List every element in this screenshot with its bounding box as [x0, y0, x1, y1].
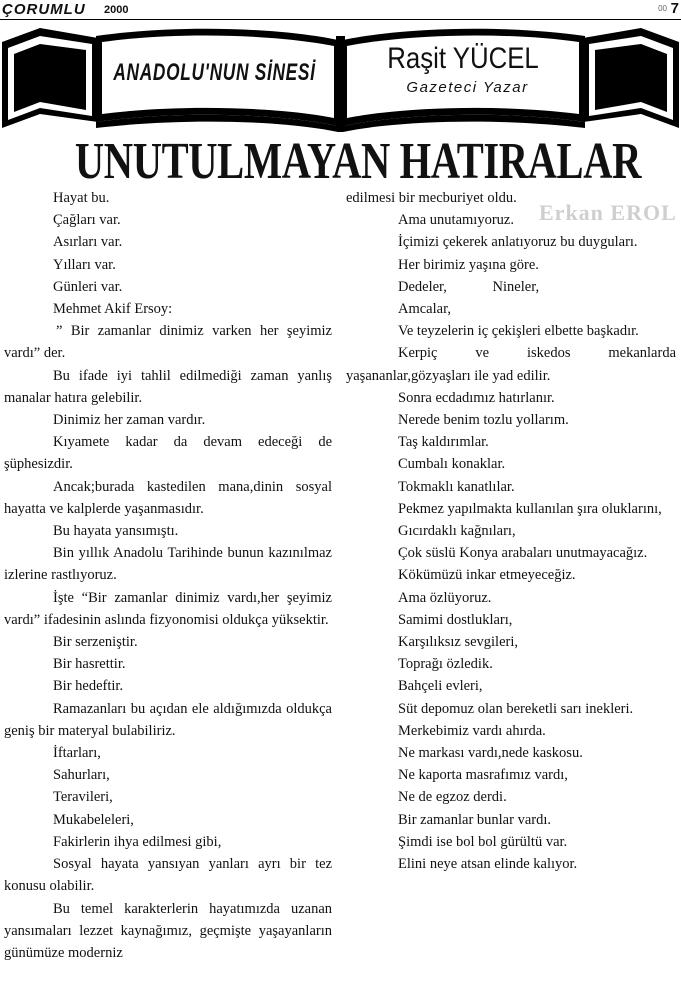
paragraph: Gıcırdaklı kağnıları,	[398, 523, 516, 540]
paragraph: Ancak;burada kastedilen mana,dinin sosyal hayatta ve kalplerde yaşanmasıdır.	[4, 478, 332, 517]
paragraph: Sonra ecdadımız hatırlanır.	[398, 389, 555, 406]
header-rule	[0, 19, 681, 20]
open-book-banner	[0, 22, 681, 134]
paragraph: Bu ifade iyi tahlil edilmediği zaman yanlış manalar hatıra gelebilir.	[4, 367, 332, 406]
paragraph: Sosyal hayata yansıyan yanları ayrı bir tez konusu olabilir.	[4, 856, 332, 895]
paragraph: Toprağı özledik.	[398, 656, 493, 673]
paragraph: Sahurları,	[53, 767, 110, 784]
paragraph: Ama unutamıyoruz.	[398, 212, 514, 229]
paragraph: Cumbalı konaklar.	[398, 456, 506, 473]
paragraph: Taş kaldırımlar.	[398, 434, 489, 451]
paragraph: Bu hayata yansımıştı.	[53, 523, 179, 540]
paragraph: Çok süslü Konya arabaları unutmayacağız.	[398, 545, 648, 562]
paragraph: Bahçeli evleri,	[398, 678, 483, 695]
paragraph: Ama özlüyoruz.	[398, 589, 492, 606]
paragraph: Ne markası vardı,nede kaskosu.	[398, 745, 583, 762]
paragraph: Bir zamanlar bunlar vardı.	[398, 811, 551, 828]
paragraph: Her birimiz yaşına göre.	[398, 256, 539, 273]
paragraph: Elini neye atsan elinde kalıyor.	[398, 856, 578, 873]
paragraph: Ve teyzelerin iç çekişleri elbette başkadır.	[398, 323, 639, 340]
paragraph: Samimi dostlukları,	[398, 611, 513, 628]
paragraph: Kökümüzü inkar etmeyeceğiz.	[398, 567, 576, 584]
paragraph: Dedeler, Nineler,	[398, 278, 540, 295]
paragraph: Kıyamete kadar da devam edeceği de şüphesizdir.	[4, 434, 332, 473]
paragraph: Asırları var.	[53, 234, 123, 251]
paragraph: Dinimiz her zaman vardır.	[53, 412, 206, 429]
paragraph: Mehmet Akif Ersoy:	[53, 301, 173, 318]
author-name: Raşit YÜCEL	[387, 42, 539, 75]
article-headline: UNUTULMAYAN HATIRALAR	[74, 133, 642, 190]
author-role: Gazeteci Yazar	[406, 79, 529, 96]
paragraph: Fakirlerin ihya edilmesi gibi,	[53, 833, 222, 850]
paragraph: İşte “Bir zamanlar dinimiz vardı,her şeyimiz vardı” ifadesinin aslında fizyonomisi oldukça yüksektir.	[4, 589, 332, 628]
page-number: 7	[670, 0, 679, 17]
book-spine	[336, 36, 345, 130]
article-column-right	[346, 187, 676, 875]
paragraph: Nerede benim tozlu yollarım.	[398, 412, 569, 429]
issue-year: 2000	[104, 4, 129, 16]
paragraph: Çağları var.	[53, 212, 121, 229]
paragraph: Süt depomuz olan bereketli sarı inekleri.	[398, 700, 634, 717]
paragraph: Pekmez yapılmakta kullanılan şıra oluklarını,	[398, 500, 662, 517]
paragraph: Günleri var.	[53, 278, 123, 295]
masthead-logo: ÇORUMLU	[2, 1, 86, 18]
paragraph: Şimdi ise bol bol gürültü var.	[398, 833, 568, 850]
paragraph: Tokmaklı kanatlılar.	[398, 478, 515, 495]
paragraph: Ne kaporta masrafımız vardı,	[398, 767, 568, 784]
paragraph: Yılları var.	[53, 256, 116, 273]
paragraph: Mukabeleleri,	[53, 811, 134, 828]
paragraph: İçimizi çekerek anlatıyoruz bu duyguları.	[398, 234, 638, 251]
paragraph: Bin yıllık Anadolu Tarihinde bunun kazınılmaz izlerine rastlıyoruz.	[4, 545, 332, 584]
page-header	[0, 0, 681, 22]
watermark-text: Erkan EROL	[539, 200, 677, 225]
page-number-prefix: 00	[658, 4, 667, 13]
paragraph: Teravileri,	[53, 789, 113, 806]
paragraph: Hayat bu.	[53, 190, 110, 206]
paragraph: İftarları,	[53, 745, 101, 762]
paragraph: edilmesi bir mecburiyet oldu.	[346, 190, 517, 206]
paragraph: Amcalar,	[398, 301, 451, 318]
paragraph: ” Bir zamanlar dinimiz varken her şeyimiz vardı” der.	[4, 323, 332, 362]
paragraph: Bu temel karakterlerin hayatımızda uzanan yansımaları lezzet kaynağımız, geçmişte yaşayanların günümüze moderniz	[4, 900, 332, 961]
paragraph: Ne de egzoz derdi.	[398, 789, 507, 806]
article-column-left	[4, 187, 332, 964]
paragraph: Bir hasrettir.	[53, 656, 126, 673]
paragraph: Ramazanları bu açıdan ele aldığımızda oldukça geniş bir materyal bulabiliriz.	[4, 700, 332, 739]
paragraph: Kerpiç ve iskedos mekanlarda yaşananlar,gözyaşları ile yad edilir.	[346, 345, 676, 384]
paragraph: Merkebimiz vardı ahırda.	[398, 722, 546, 739]
section-title: ANADOLU'NUN SİNESİ	[113, 59, 316, 86]
paragraph: Bir serzeniştir.	[53, 634, 138, 651]
paragraph: Bir hedeftir.	[53, 678, 124, 695]
paragraph: Karşılıksız sevgileri,	[398, 634, 519, 651]
